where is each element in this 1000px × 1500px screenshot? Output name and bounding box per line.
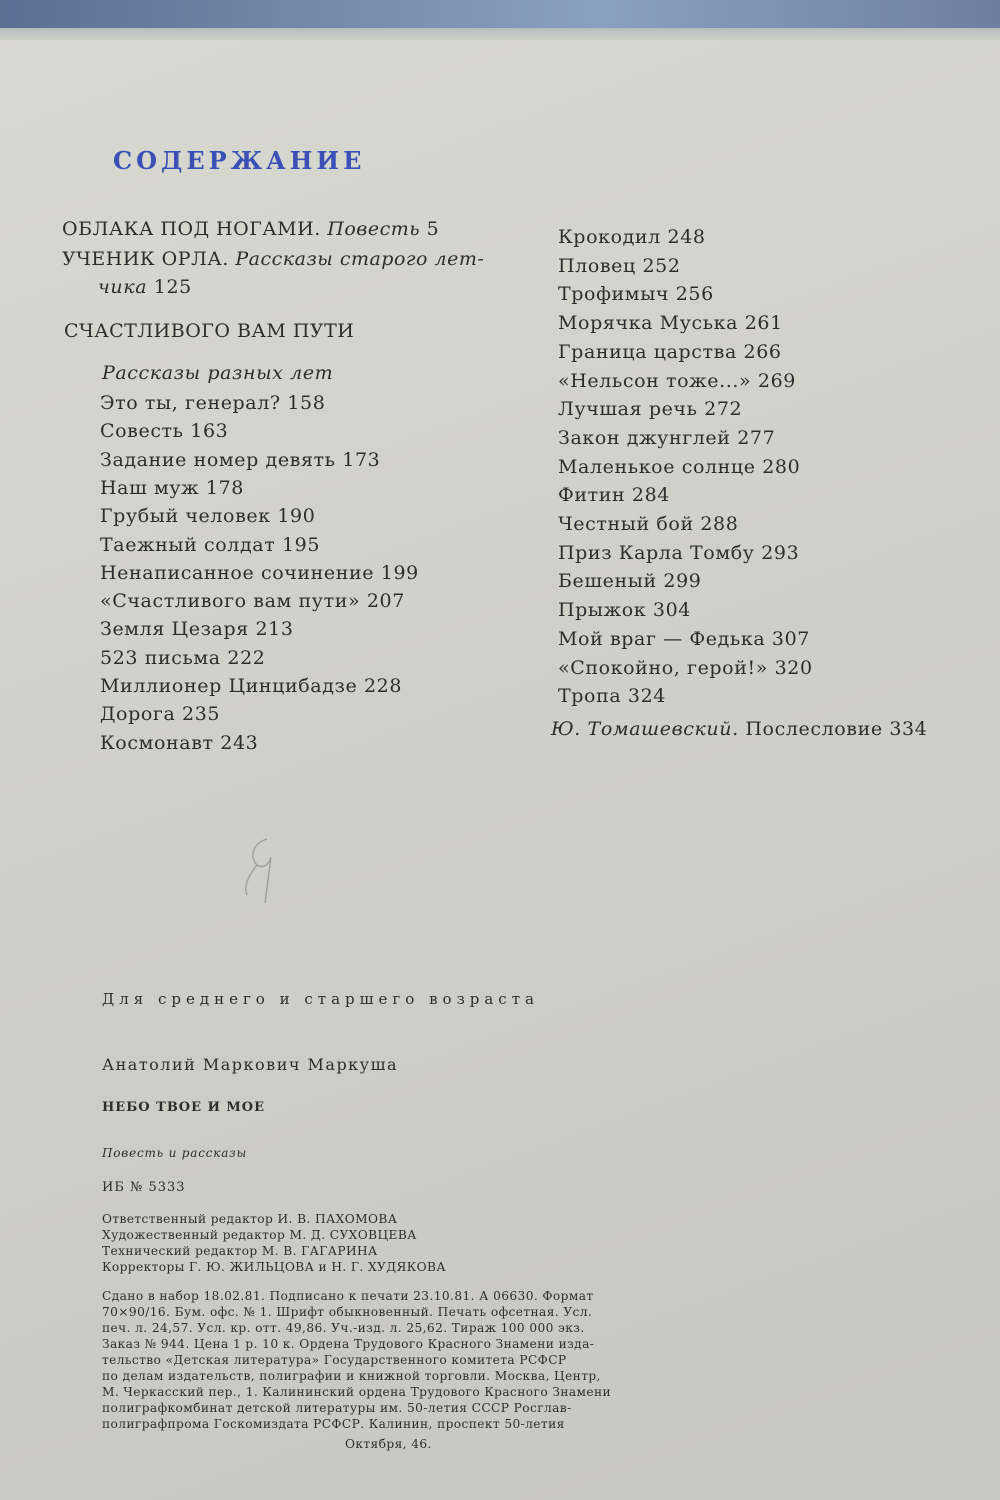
toc-entry bbox=[558, 599, 691, 621]
toc-entry-page: 207 bbox=[366, 590, 405, 613]
toc-entry bbox=[558, 628, 810, 650]
toc-entry-page: 266 bbox=[743, 340, 782, 363]
toc-entry-title: Это ты, генерал? bbox=[100, 392, 281, 414]
toc-entry-page: 293 bbox=[761, 541, 800, 564]
toc-entry-title: «Счастливого вам пути» bbox=[100, 590, 361, 613]
section-title: СЧАСТЛИВОГО ВАМ ПУТИ bbox=[64, 320, 355, 342]
toc-entry bbox=[558, 657, 813, 679]
toc-entry bbox=[100, 703, 220, 725]
toc-entry-title: Граница царства bbox=[558, 340, 737, 363]
toc-entry-title: Морячка Муська bbox=[558, 312, 739, 335]
toc-entry bbox=[558, 283, 714, 305]
toc-entry bbox=[100, 534, 320, 556]
toc-entry-page: 280 bbox=[762, 455, 801, 478]
toc-entry-title: Честный бой bbox=[558, 513, 694, 535]
toc-entry bbox=[558, 255, 681, 277]
toc-entry-page: 252 bbox=[642, 254, 681, 277]
imprint-line: Технический редактор М. В. ГАГАРИНА bbox=[102, 1244, 378, 1258]
toc-entry-title: Трофимыч bbox=[558, 283, 670, 306]
toc-entry-page: 178 bbox=[205, 476, 244, 499]
toc-entry bbox=[558, 484, 670, 506]
toc-entry-title: «Спокойно, герой!» bbox=[558, 656, 768, 679]
toc-entry bbox=[558, 570, 701, 592]
toc-entry-page: 195 bbox=[281, 533, 321, 556]
imprint-line: печ. л. 24,57. Усл. кр. отт. 49,86. Уч.-изд. л. 25,62. Тираж 100 000 экз. bbox=[102, 1321, 585, 1335]
toc-entry-page: 288 bbox=[700, 513, 739, 535]
toc-entry-page: 190 bbox=[277, 505, 316, 528]
toc-entry bbox=[558, 341, 782, 363]
toc-entry bbox=[100, 420, 228, 442]
book-genre: Повесть и рассказы bbox=[102, 1146, 248, 1160]
toc-entry-title: Земля Цезаря bbox=[100, 618, 249, 641]
imprint-line: Корректоры Г. Ю. ЖИЛЬЦОВА и Н. Г. ХУДЯКОВА bbox=[102, 1260, 446, 1274]
toc-entry-title: Закон джунглей bbox=[558, 426, 731, 449]
toc-entry-title: Лучшая речь bbox=[558, 398, 698, 421]
details-last-line: Октября, 46. bbox=[345, 1437, 432, 1451]
imprint-line: М. Черкасский пер., 1. Калининский ордена Трудового Красного Знамени bbox=[102, 1385, 612, 1399]
toc-entry-page: 269 bbox=[757, 369, 796, 392]
toc-entry bbox=[558, 398, 742, 420]
toc-entry-title: Прыжок bbox=[558, 599, 647, 622]
toc-entry-page: 243 bbox=[220, 731, 259, 754]
age-rating: Для среднего и старшего возраста bbox=[102, 990, 539, 1008]
toc-entry-title: Таежный солдат bbox=[100, 533, 276, 556]
toc-entry-page: 272 bbox=[704, 398, 743, 421]
toc-entry bbox=[558, 456, 800, 478]
toc-entry bbox=[100, 675, 402, 697]
ib-number: ИБ № 5333 bbox=[102, 1180, 186, 1195]
toc-entry bbox=[558, 312, 783, 334]
toc-entry bbox=[100, 505, 315, 527]
toc-entry-page: 222 bbox=[227, 646, 266, 669]
toc-entry-page: 248 bbox=[667, 226, 706, 248]
toc-entry bbox=[558, 542, 799, 564]
cover-edge bbox=[0, 0, 1000, 40]
toc-entry-page: 213 bbox=[255, 618, 294, 641]
toc-entry bbox=[100, 590, 405, 612]
toc-entry-title: Мой враг — Федька bbox=[558, 627, 766, 650]
imprint-line: Ответственный редактор И. В. ПАХОМОВА bbox=[102, 1212, 398, 1226]
imprint-line: Сдано в набор 18.02.81. Подписано к печати 23.10.81. А 06630. Формат bbox=[102, 1289, 594, 1303]
toc-entry-title: Пловец bbox=[558, 254, 636, 277]
toc-entry-page: 304 bbox=[652, 599, 691, 622]
toc-entry bbox=[558, 685, 666, 707]
toc-entry-title: Дорога bbox=[100, 703, 176, 726]
toc-entry-title: Бешеный bbox=[558, 570, 657, 593]
toc-entry-page: 320 bbox=[774, 656, 813, 679]
toc-entry-page: 277 bbox=[737, 426, 776, 449]
toc-entry-title: Маленькое солнце bbox=[558, 455, 756, 478]
toc-entry-title: 523 письма bbox=[100, 646, 221, 669]
toc-entry-page: 158 bbox=[287, 392, 326, 414]
toc-entry-title: Совесть bbox=[100, 420, 184, 443]
toc-entry bbox=[100, 618, 294, 640]
toc-entry-page: 261 bbox=[744, 312, 783, 335]
pencil-mark bbox=[235, 835, 285, 905]
toc-entry bbox=[558, 513, 738, 535]
imprint-line: полиграфпрома Госкомиздата РСФСР. Калинин, проспект 50-летия bbox=[102, 1417, 565, 1431]
toc-entry-page: 199 bbox=[380, 561, 419, 584]
toc-entry-title: Наш муж bbox=[100, 476, 200, 499]
toc-entry-main-2-cont: чика 125 bbox=[98, 276, 192, 298]
toc-entry-title: Фитин bbox=[558, 484, 626, 507]
toc-entry-title: Миллионер Цинцибадзе bbox=[100, 675, 358, 697]
imprint-line: Заказ № 944. Цена 1 р. 10 к. Ордена Трудового Красного Знамени изда- bbox=[102, 1337, 595, 1351]
toc-entry-page: 256 bbox=[675, 283, 714, 306]
toc-entry-page: 163 bbox=[190, 420, 229, 443]
toc-entry-title: Ненаписанное сочинение bbox=[100, 561, 375, 584]
toc-entry-page: 235 bbox=[182, 703, 221, 726]
toc-entry-title: «Нельсон тоже...» bbox=[558, 369, 752, 392]
toc-entry-main-1: ОБЛАКА ПОД НОГАМИ. Повесть 5 bbox=[62, 218, 440, 240]
toc-entry bbox=[558, 226, 706, 248]
subsection-title: Рассказы разных лет bbox=[102, 362, 334, 384]
toc-entry-page: 173 bbox=[342, 448, 381, 471]
toc-entry-page: 324 bbox=[627, 685, 666, 708]
imprint-line: Художественный редактор М. Д. СУХОВЦЕВА bbox=[102, 1228, 417, 1242]
imprint-line: полиграфкомбинат детской литературы им. 50-летия СССР Росглав- bbox=[102, 1401, 572, 1415]
toc-entry-title: Грубый человек bbox=[100, 505, 271, 528]
toc-entry-title: Крокодил bbox=[558, 226, 661, 248]
toc-entry-title: Приз Карла Томбу bbox=[558, 541, 755, 564]
toc-entry bbox=[558, 370, 796, 392]
toc-entry-title: Задание номер девять bbox=[100, 448, 336, 471]
author-name: Анатолий Маркович Маркуша bbox=[102, 1055, 399, 1074]
toc-entry-main-2: УЧЕНИК ОРЛА. Рассказы старого лет- bbox=[62, 248, 485, 270]
imprint-line: тельство «Детская литература» Государственного комитета РСФСР bbox=[102, 1353, 567, 1367]
toc-entry bbox=[558, 427, 775, 449]
toc-entry bbox=[100, 562, 419, 584]
toc-entry bbox=[100, 732, 258, 754]
contents-heading: СОДЕРЖАНИЕ bbox=[113, 146, 366, 175]
toc-entry bbox=[100, 647, 265, 669]
toc-entry-page: 228 bbox=[363, 675, 403, 697]
imprint-line: 70×90/16. Бум. офс. № 1. Шрифт обыкновенный. Печать офсетная. Усл. bbox=[102, 1305, 593, 1319]
toc-entry bbox=[100, 477, 244, 499]
toc-entry bbox=[100, 392, 325, 414]
book-title: НЕБО ТВОЕ И МОЕ bbox=[102, 1100, 266, 1115]
toc-entry-page: 307 bbox=[771, 627, 810, 650]
toc-entry-title: Тропа bbox=[558, 685, 622, 708]
toc-entry bbox=[100, 449, 380, 471]
toc-entry-page: 284 bbox=[631, 484, 670, 507]
toc-entry-page: 299 bbox=[663, 570, 702, 593]
imprint-line: по делам издательств, полиграфии и книжной торговли. Москва, Центр, bbox=[102, 1369, 601, 1383]
toc-entry-title: Космонавт bbox=[100, 731, 214, 754]
toc-entry-afterword: Ю. Томашевский. Послесловие 334 bbox=[551, 718, 928, 740]
